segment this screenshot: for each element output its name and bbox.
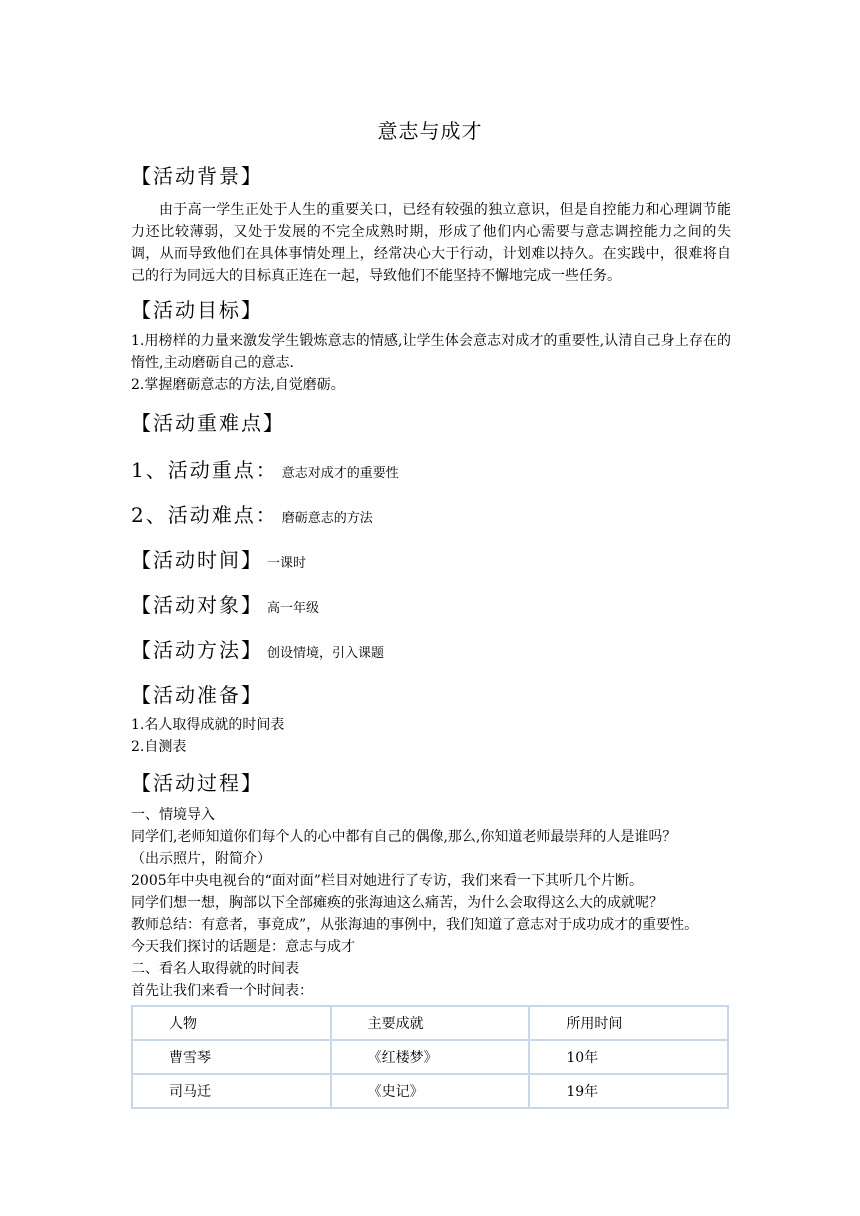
- process-line-6: 今天我们探讨的话题是：意志与成才: [131, 939, 355, 955]
- goals-heading: 【活动目标】: [131, 298, 263, 322]
- time-row: [131, 544, 306, 573]
- table-cell: 19年: [529, 1074, 728, 1108]
- process-section-1-title: 一、情境导入: [131, 807, 215, 823]
- process-line-5: 教师总结：有意者，事竟成”，从张海迪的事例中，我们知道了意志对于成功成才的重要性。: [131, 917, 699, 933]
- table-header-row: [132, 1006, 728, 1040]
- goal-item-1: 1.用榜样的力量来激发学生锻炼意志的情感,让学生体会意志对成才的重要性,认清自己身上存在的惰性,主动磨砺自己的意志.: [131, 333, 731, 371]
- key-point-1-label: 1、活动重点：: [131, 458, 278, 482]
- table-header-cell: 人物: [132, 1006, 331, 1040]
- preparation-heading: 【活动准备】: [131, 683, 263, 707]
- key-point-1: [131, 454, 399, 483]
- method-heading: 【活动方法】: [131, 638, 263, 662]
- audience-heading: 【活动对象】: [131, 593, 263, 617]
- table-cell: 《史记》: [331, 1074, 530, 1108]
- process-section-2-title: 二、看名人取得就的时间表: [131, 961, 299, 977]
- key-point-2: [131, 499, 373, 528]
- table-header-cell: 所用时间: [529, 1006, 728, 1040]
- process-heading: 【活动过程】: [131, 771, 263, 795]
- table-cell: 《红楼梦》: [331, 1040, 530, 1074]
- audience-row: [131, 589, 319, 618]
- key-point-2-label: 2、活动难点：: [131, 503, 278, 527]
- table-cell: 曹雪琴: [132, 1040, 331, 1074]
- goal-item-2: 2.掌握磨砺意志的方法,自觉磨砺。: [131, 377, 345, 393]
- audience-value: 高一年级: [267, 601, 320, 616]
- time-value: 一课时: [267, 556, 307, 571]
- key-point-2-value: 磨砺意志的方法: [281, 511, 373, 526]
- table-header-cell: 主要成就: [331, 1006, 530, 1040]
- table-cell: 司马迁: [132, 1074, 331, 1108]
- document-title: 意志与成才: [377, 119, 483, 143]
- background-heading: 【活动背景】: [131, 164, 263, 188]
- background-text: 由于高一学生正处于人生的重要关口，已经有较强的独立意识，但是自控能力和心理调节能力还比较薄弱，又处于发展的不完全成熟时期，形成了他们内心需要与意志调控能力之间的失调，从而导致他们在具体事情处理上，经常决心大于行动，计划难以持久。在实践中，很难将自己的行为同远大的目标真正连在一起，导致他们不能坚持不懈地完成一些任务。: [131, 202, 731, 284]
- process-line-4: 同学们想一想，胸部以下全部瘫痪的张海迪这么痛苦，为什么会取得这么大的成就呢？: [131, 895, 663, 911]
- process-line-1: 同学们,老师知道你们每个人的心中都有自己的偶像,那么,你知道老师最崇拜的人是谁吗？: [131, 829, 677, 845]
- time-heading: 【活动时间】: [131, 548, 263, 572]
- table-row: [132, 1040, 728, 1074]
- preparation-item-1: 1.名人取得成就的时间表: [131, 717, 285, 733]
- table-cell: 10年: [529, 1040, 728, 1074]
- key-point-1-value: 意志对成才的重要性: [281, 466, 399, 481]
- method-row: [131, 634, 384, 663]
- key-points-heading: 【活动重难点】: [131, 411, 285, 435]
- preparation-item-2: 2.自测表: [131, 739, 187, 755]
- process-line-2: （出示照片，附简介）: [131, 851, 271, 867]
- process-line-7: 首先让我们来看一个时间表：: [131, 983, 313, 999]
- process-line-3: 2005年中央电视台的“面对面”栏目对她进行了专访，我们来看一下其听几个片断。: [131, 873, 643, 889]
- table-row: [132, 1074, 728, 1108]
- achievement-time-table: [131, 1005, 729, 1109]
- method-value: 创设情境，引入课题: [267, 646, 385, 661]
